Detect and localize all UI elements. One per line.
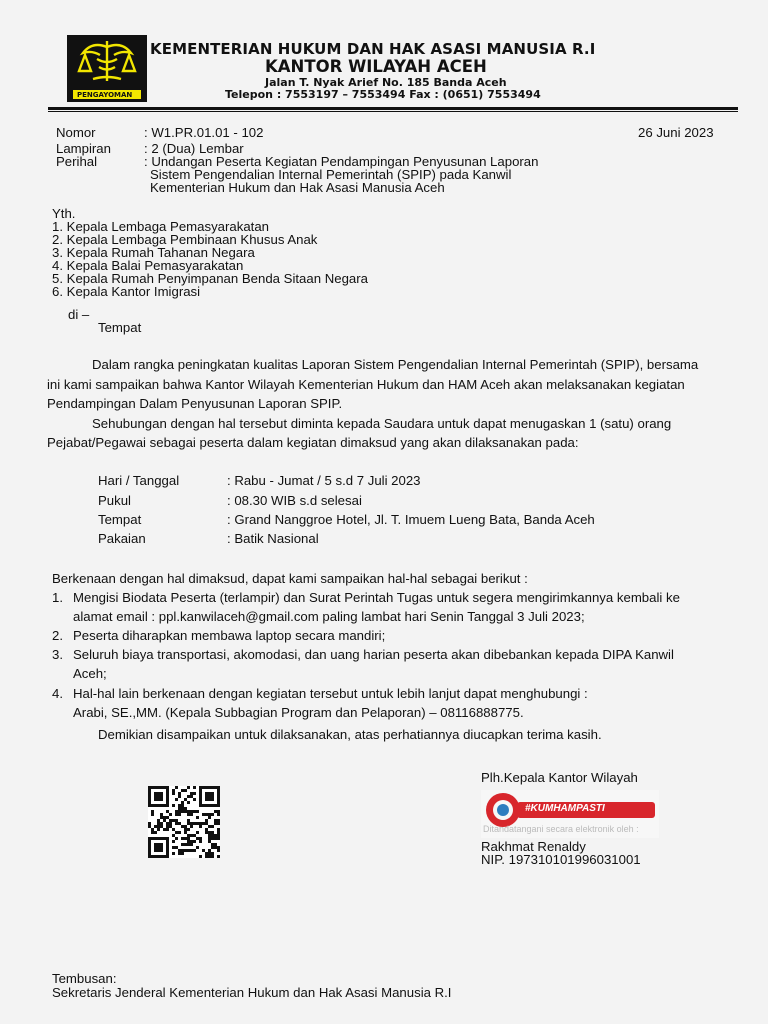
perihal-label: Perihal	[56, 154, 98, 169]
recipient-tempat: Tempat	[98, 320, 142, 335]
lampiran-value: : 2 (Dua) Lembar	[144, 141, 244, 156]
nomor-label: Nomor	[56, 125, 96, 140]
closing-sentence: Demikian disampaikan untuk dilaksanakan, atas perhatiannya diucapkan terima kasih.	[98, 727, 602, 742]
point-number: 3.	[52, 647, 63, 662]
body-para1-line: Pendampingan Dalam Penyusunan Laporan SPIP.	[47, 396, 343, 411]
recipient-item: 4. Kepala Balai Pemasyarakatan	[52, 258, 244, 273]
detail-value: : Grand Nanggroe Hotel, Jl. T. Imuem Lueng Bata, Banda Aceh	[227, 512, 595, 527]
point-number: 1.	[52, 590, 63, 605]
recipient-item: 2. Kepala Lembaga Pembinaan Khusus Anak	[52, 232, 318, 247]
point-line: Seluruh biaya transportasi, akomodasi, dan uang harian peserta akan dibebankan kepada DIPA Kanwil	[73, 647, 674, 662]
ministry-logo	[67, 35, 147, 102]
letterhead-ministry: KEMENTERIAN HUKUM DAN HAK ASASI MANUSIA R.I	[150, 40, 596, 58]
recipient-item: 1. Kepala Lembaga Pemasyarakatan	[52, 219, 270, 234]
signatory-nip: NIP. 197310101996031001	[481, 852, 641, 867]
detail-value: : Rabu - Jumat / 5 s.d 7 Juli 2023	[227, 473, 421, 488]
letterhead-rule-thin	[48, 111, 738, 112]
qr-code	[148, 786, 220, 858]
detail-value: : Batik Nasional	[227, 531, 319, 546]
point-line: Mengisi Biodata Peserta (terlampir) dan Surat Perintah Tugas untuk segera mengirimkannya kembali ke	[73, 590, 680, 605]
recipient-di: di –	[68, 307, 90, 322]
point-number: 2.	[52, 628, 63, 643]
detail-label: Tempat	[98, 512, 142, 527]
letterhead-office: KANTOR WILAYAH ACEH	[265, 57, 487, 76]
letter-date: 26 Juni 2023	[638, 125, 714, 140]
points-intro: Berkenaan dengan hal dimaksud, dapat kami sampaikan hal-hal sebagai berikut :	[52, 571, 528, 586]
badge-hashtag: #KUMHAMPASTI	[525, 803, 605, 814]
signatory-title: Plh.Kepala Kantor Wilayah	[481, 770, 638, 785]
body-para2-line: Sehubungan dengan hal tersebut diminta kepada Saudara untuk dapat menugaskan 1 (satu) orang	[92, 416, 672, 431]
detail-label: Pukul	[98, 493, 131, 508]
logo-caption: PENGAYOMAN	[77, 91, 133, 99]
electronic-signature-badge	[481, 790, 659, 838]
perihal-line-2: Sistem Pengendalian Internal Pemerintah (SPIP) pada Kanwil	[150, 167, 512, 182]
recipient-item: 5. Kepala Rumah Penyimpanan Benda Sitaan Negara	[52, 271, 368, 286]
point-line: Arabi, SE.,MM. (Kepala Subbagian Program dan Pelaporan) – 08116888775.	[73, 705, 524, 720]
body-para2-line: Pejabat/Pegawai sebagai peserta dalam kegiatan dimaksud yang akan dilaksanakan pada:	[47, 435, 579, 450]
recipient-item: 6. Kepala Kantor Imigrasi	[52, 284, 201, 299]
perihal-line-3: Kementerian Hukum dan Hak Asasi Manusia Aceh	[150, 180, 445, 195]
body-para1-line: ini kami sampaikan bahwa Kantor Wilayah Kementerian Hukum dan HAM Aceh akan melaksanakan kegiatan	[47, 377, 685, 392]
letterhead-address: Jalan T. Nyak Arief No. 185 Banda Aceh	[265, 76, 507, 89]
recipient-salutation: Yth.	[52, 206, 76, 221]
letterhead-phone: Telepon : 7553197 – 7553494 Fax : (0651) 7553494	[225, 88, 541, 101]
point-line: alamat email : ppl.kanwilaceh@gmail.com paling lambat hari Senin Tanggal 3 Juli 2023;	[73, 609, 585, 624]
esign-note: Ditandatangani secara elektronik oleh :	[483, 824, 639, 834]
point-number: 4.	[52, 686, 63, 701]
lampiran-label: Lampiran	[56, 141, 111, 156]
point-line: Hal-hal lain berkenaan dengan kegiatan tersebut untuk lebih lanjut dapat menghubungi :	[73, 686, 588, 701]
point-line: Aceh;	[73, 666, 107, 681]
letterhead-rule	[48, 107, 738, 110]
tembusan-recipient: Sekretaris Jenderal Kementerian Hukum dan Hak Asasi Manusia R.I	[52, 985, 452, 1000]
detail-label: Pakaian	[98, 531, 146, 546]
nomor-value: : W1.PR.01.01 - 102	[144, 125, 264, 140]
qr-code-icon	[148, 786, 220, 858]
detail-value: : 08.30 WIB s.d selesai	[227, 493, 362, 508]
recipient-item: 3. Kepala Rumah Tahanan Negara	[52, 245, 255, 260]
body-para1-line: Dalam rangka peningkatan kualitas Laporan Sistem Pengendalian Internal Pemerintah (SPIP), bersama	[92, 357, 699, 372]
signatory-name: Rakhmat Renaldy	[481, 839, 586, 854]
perihal-line-1: : Undangan Peserta Kegiatan Pendampingan Penyusunan Laporan	[144, 154, 539, 169]
tembusan-label: Tembusan:	[52, 971, 117, 986]
point-line: Peserta diharapkan membawa laptop secara mandiri;	[73, 628, 386, 643]
detail-label: Hari / Tanggal	[98, 473, 180, 488]
